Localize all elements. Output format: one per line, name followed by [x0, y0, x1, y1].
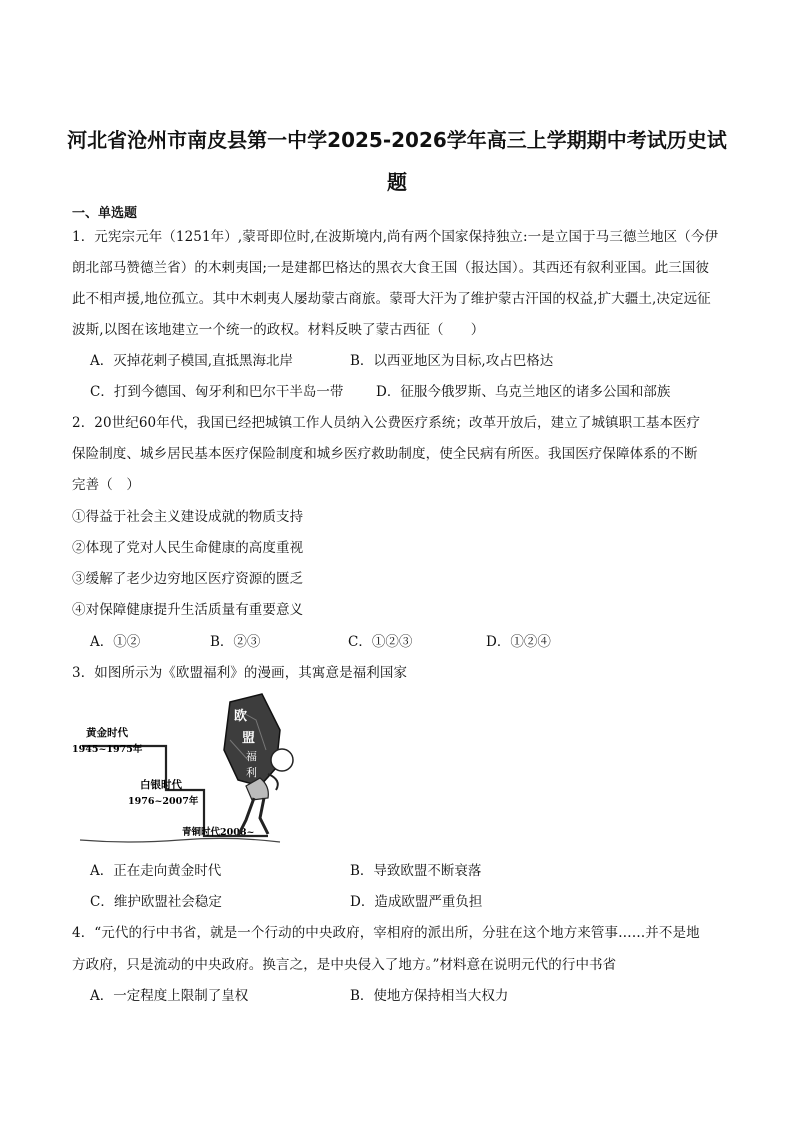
q2-line-2: 保险制度、城乡居民基本医疗保险制度和城乡医疗救助制度，使全民病有所医。我国医疗保障体系的不断: [72, 446, 698, 462]
boulder-text-2: 盟: [242, 731, 256, 746]
q2-item-4: ④对保障健康提升生活质量有重要意义: [72, 602, 304, 618]
step2-label: 白银时代: [140, 779, 182, 791]
q1-line-1: 1．元宪宗元年（1251年）,蒙哥即位时,在波斯境内,尚有两个国家保持独立:一是立国于马三德兰地区（今伊: [72, 229, 719, 245]
q2-option-b[interactable]: B．②③: [210, 634, 261, 650]
exam-title-line2: 题: [387, 170, 407, 194]
q1-line-4: 波斯,以图在该地建立一个统一的政权。材料反映了蒙古西征（ ）: [72, 322, 485, 338]
q1-line-3: 此不相声援,地位孤立。其中木剌夷人屡劫蒙古商旅。蒙哥大汗为了维护蒙古汗国的权益,扩大疆土,决定远征: [72, 291, 711, 307]
step1-label: 黄金时代: [86, 727, 128, 739]
figure-head: [271, 749, 293, 771]
boulder-text-3: 福: [246, 750, 257, 763]
q3-option-d[interactable]: D．造成欧盟严重负担: [350, 894, 483, 910]
q1-line-2: 朗北部马赞德兰省）的木剌夷国;一是建都巴格达的黑衣大食王国（报达国）。其西还有叙利亚国。此三国彼: [72, 260, 710, 276]
q4-option-a[interactable]: A．一定程度上限制了皇权: [90, 988, 249, 1004]
q1-option-c[interactable]: C．打到今德国、匈牙利和巴尔干半岛一带: [90, 384, 344, 400]
q2-line-3: 完善（ ）: [72, 477, 140, 493]
step3-label: 青铜时代2008~: [182, 827, 255, 838]
q2-item-3: ③缓解了老少边穷地区医疗资源的匮乏: [72, 571, 304, 587]
q1-option-d[interactable]: D．征服今俄罗斯、乌克兰地区的诸多公国和部族: [376, 384, 671, 400]
eu-welfare-cartoon: [70, 690, 302, 850]
step1-years: 1945~1975年: [72, 744, 143, 755]
q2-item-1: ①得益于社会主义建设成就的物质支持: [72, 509, 304, 525]
q3-stem: 3．如图所示为《欧盟福利》的漫画，其寓意是福利国家: [72, 665, 408, 681]
step2-years: 1976~2007年: [128, 796, 199, 807]
exam-title-line1: 河北省沧州市南皮县第一中学2025-2026学年高三上学期期中考试历史试: [67, 128, 727, 152]
q4-line-2: 方政府，只是流动的中央政府。换言之，是中央侵入了地方。”材料意在说明元代的行中书省: [72, 957, 617, 973]
q4-option-b[interactable]: B．使地方保持相当大权力: [350, 988, 509, 1004]
boulder-text-4: 利: [246, 766, 257, 779]
q1-option-b[interactable]: B．以西亚地区为目标,攻占巴格达: [350, 353, 554, 369]
q2-option-d[interactable]: D．①②④: [486, 634, 551, 650]
q2-option-c[interactable]: C．①②③: [348, 634, 413, 650]
cartoon-ground: [80, 838, 280, 842]
q3-option-b[interactable]: B．导致欧盟不断衰落: [350, 863, 482, 879]
q2-item-2: ②体现了党对人民生命健康的高度重视: [72, 540, 304, 556]
q3-option-a[interactable]: A．正在走向黄金时代: [90, 863, 222, 879]
q3-option-c[interactable]: C．维护欧盟社会稳定: [90, 894, 222, 910]
q4-line-1: 4．“元代的行中书省，就是一个行动的中央政府，宰相府的派出所，分驻在这个地方来管事……并不是地: [72, 925, 700, 941]
boulder-text-1: 欧: [234, 709, 248, 724]
q2-option-a[interactable]: A．①②: [90, 634, 141, 650]
section-heading: 一、单选题: [72, 206, 138, 221]
q1-option-a[interactable]: A．灭掉花剌子模国,直抵黑海北岸: [90, 353, 294, 369]
q2-line-1: 2．20世纪60年代，我国已经把城镇工作人员纳入公费医疗系统；改革开放后，建立了城镇职工基本医疗: [72, 415, 701, 431]
